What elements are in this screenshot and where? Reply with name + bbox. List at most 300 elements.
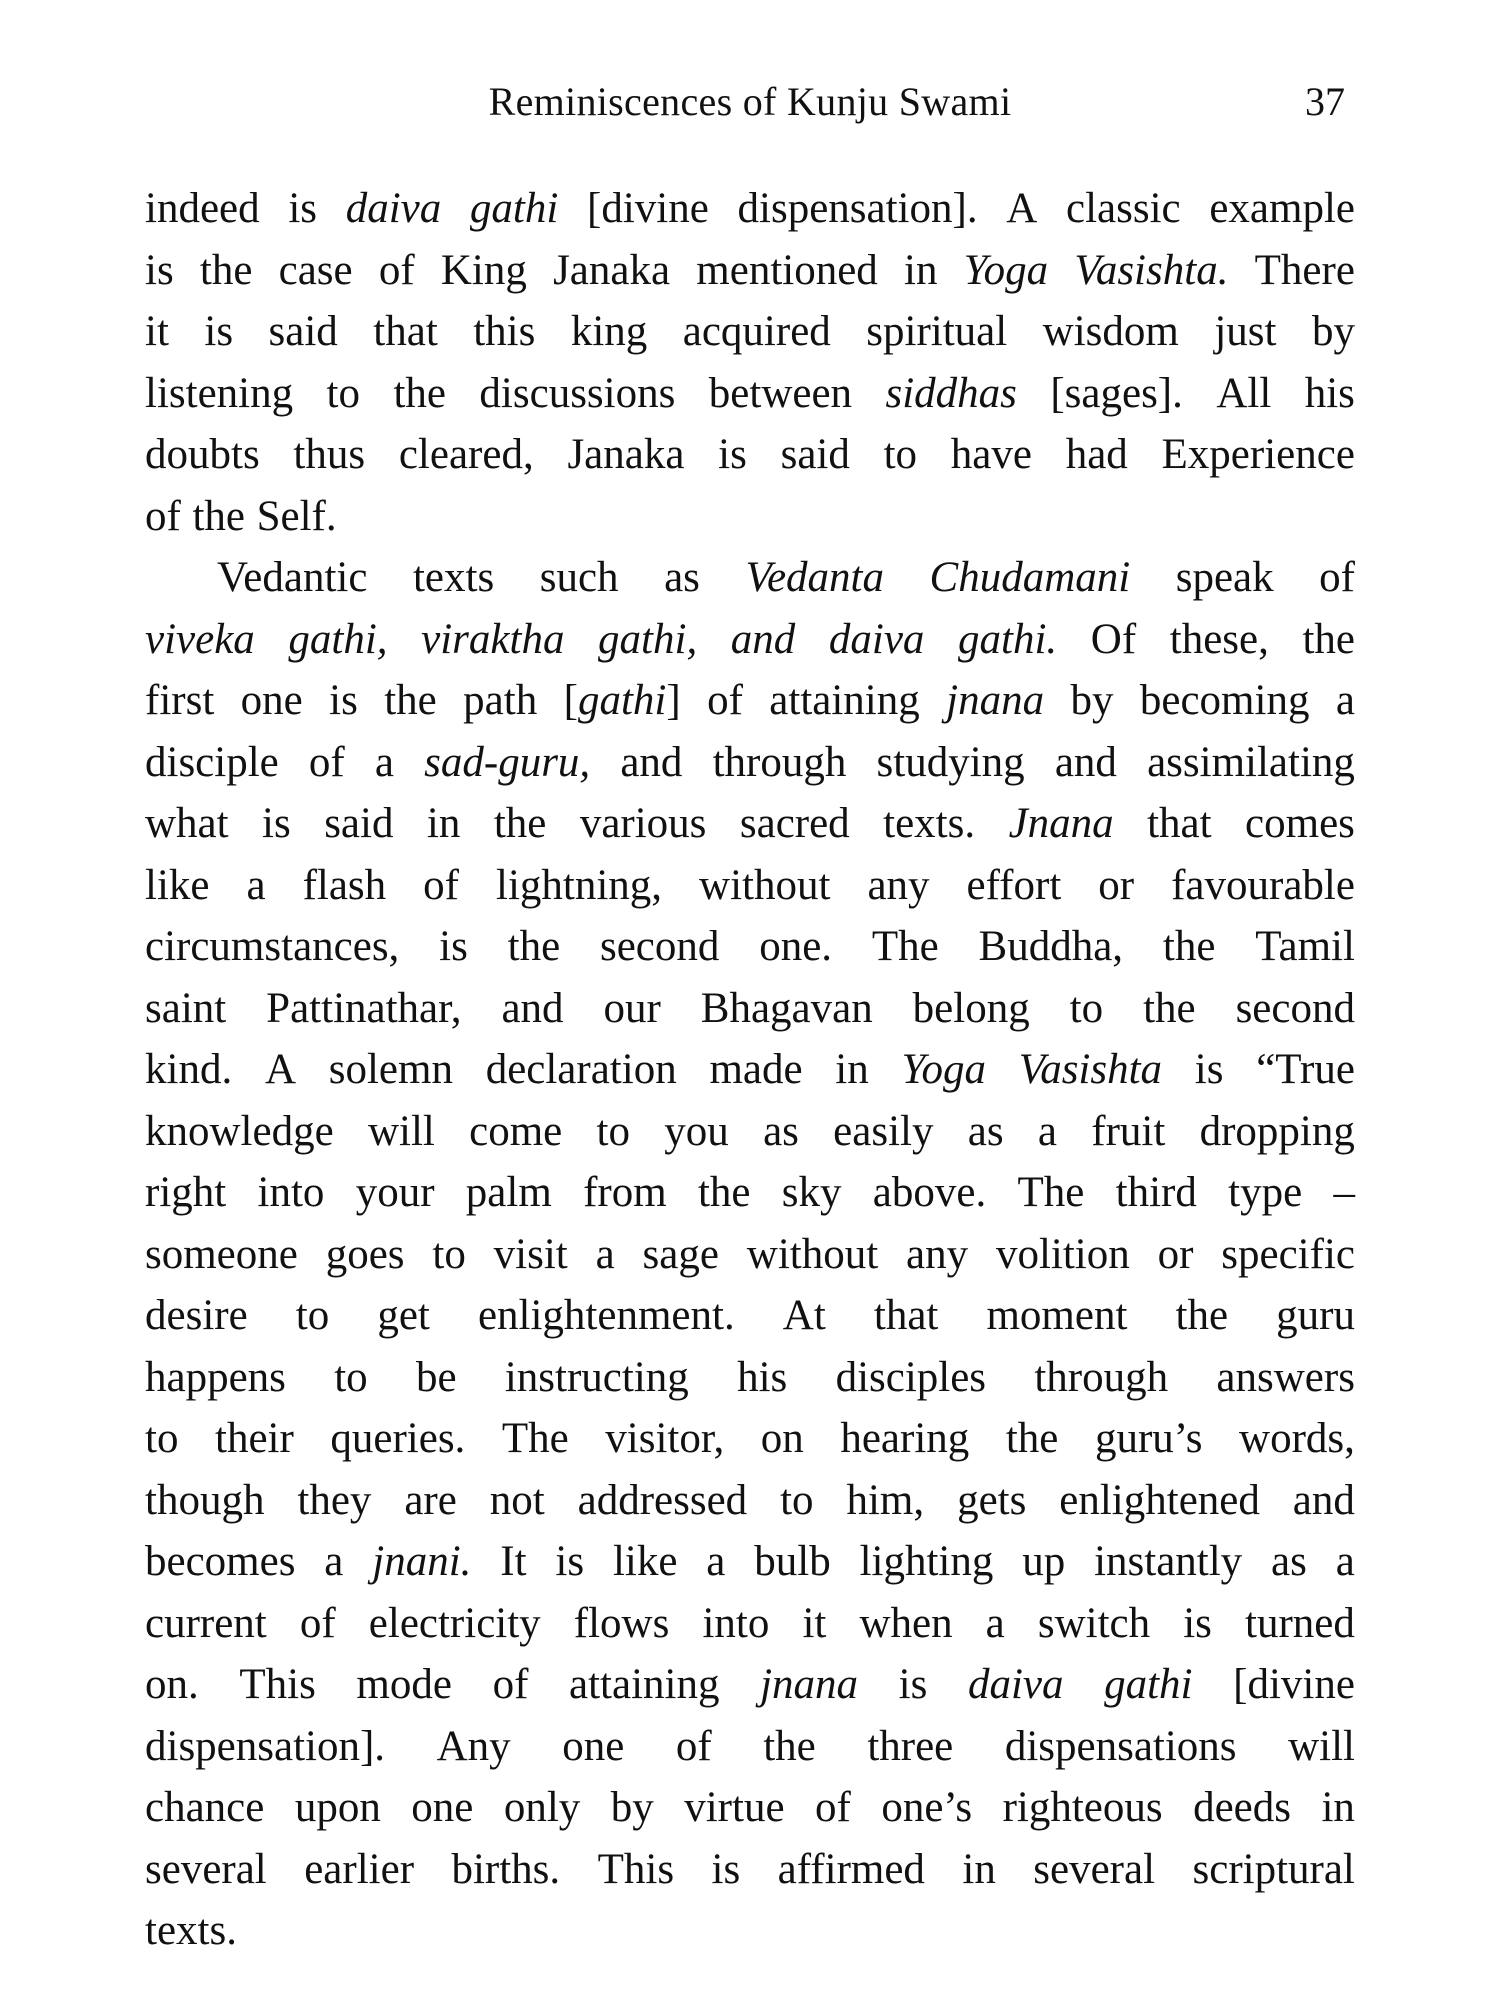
- word: Vedantic: [217, 554, 368, 601]
- word: that: [373, 308, 438, 355]
- word: jnana: [760, 1661, 859, 1708]
- word: righteous: [1002, 1784, 1163, 1831]
- word: and: [620, 738, 683, 786]
- word: speak: [1175, 554, 1274, 601]
- word: that: [1147, 800, 1212, 847]
- word: wisdom: [1042, 308, 1179, 355]
- word: effort: [966, 861, 1062, 909]
- word: Pattinathar,: [266, 984, 462, 1032]
- word: gathi: [1104, 1661, 1193, 1708]
- word: kind.: [145, 1046, 233, 1093]
- word: favourable: [1171, 861, 1355, 909]
- word: this: [473, 308, 536, 355]
- word: to: [780, 1476, 814, 1524]
- word: one: [562, 1722, 625, 1770]
- word: several: [1033, 1845, 1156, 1893]
- word: and: [1292, 1476, 1355, 1524]
- text-line: [145, 1777, 1355, 1839]
- word: –: [1333, 1169, 1355, 1216]
- word: to: [334, 1353, 368, 1401]
- word: is: [204, 308, 234, 355]
- word: mentioned: [696, 246, 878, 294]
- word: the: [1143, 984, 1196, 1032]
- text-line: [145, 301, 1355, 363]
- word: his: [737, 1353, 788, 1401]
- text-line: [145, 363, 1355, 425]
- word: into: [257, 1169, 325, 1216]
- word: the: [507, 923, 561, 970]
- word: the: [1175, 1292, 1229, 1339]
- word: Bhagavan: [700, 984, 873, 1032]
- word: by: [1311, 308, 1355, 355]
- word: have: [950, 431, 1032, 478]
- word: sacred: [739, 800, 850, 847]
- word: our: [603, 984, 661, 1032]
- text-line: [145, 1593, 1355, 1655]
- word: It: [500, 1538, 527, 1585]
- word: gathi,: [288, 615, 388, 663]
- word: as: [1271, 1538, 1307, 1585]
- text-line: [145, 1285, 1355, 1347]
- word: flows: [573, 1599, 670, 1647]
- text-line: [145, 178, 1355, 240]
- word: addressed: [577, 1476, 748, 1524]
- word: flash: [302, 861, 387, 909]
- word: first: [145, 677, 215, 724]
- text-line: [145, 486, 1355, 548]
- word: answers: [1216, 1353, 1355, 1401]
- word: is: [711, 1845, 741, 1893]
- word: daiva: [828, 615, 925, 663]
- word: The: [871, 923, 939, 970]
- word: hearing: [840, 1415, 970, 1462]
- word: Jnana: [1008, 800, 1114, 847]
- text-line: [145, 240, 1355, 302]
- word: thus: [293, 431, 366, 478]
- text-line: [145, 1224, 1355, 1286]
- word: is: [262, 800, 291, 847]
- word: in: [426, 800, 461, 847]
- word: come: [469, 1107, 563, 1155]
- word: comes: [1245, 800, 1355, 847]
- word: goes: [325, 1230, 405, 1278]
- word: viraktha: [421, 615, 565, 663]
- word: right: [145, 1169, 227, 1216]
- word: instructing: [504, 1353, 689, 1401]
- word: of: [308, 738, 345, 786]
- word: path: [463, 677, 538, 724]
- word: [sages].: [1050, 369, 1183, 417]
- word: the: [199, 246, 253, 294]
- word: The: [501, 1415, 569, 1462]
- word: one’s: [881, 1784, 973, 1831]
- word: Tamil: [1255, 923, 1355, 970]
- word: bulb: [754, 1538, 831, 1585]
- word: someone: [145, 1230, 298, 1278]
- word: is: [1183, 1599, 1212, 1647]
- page-number: 37: [1305, 79, 1345, 124]
- text-line: [145, 793, 1355, 855]
- word: a: [324, 1538, 344, 1585]
- word: to: [1069, 984, 1104, 1032]
- text-line: [145, 1716, 1355, 1778]
- word: by: [1070, 677, 1114, 724]
- text-line: [145, 1162, 1355, 1224]
- word: of: [675, 1722, 712, 1770]
- word: to: [883, 431, 918, 478]
- text-line: [145, 916, 1355, 978]
- text-line: [145, 1470, 1355, 1532]
- word: Vasishta.: [1074, 246, 1229, 294]
- word: as: [664, 554, 700, 601]
- body-text: [145, 178, 1355, 1962]
- word: the: [493, 800, 547, 847]
- word: acquired: [682, 308, 831, 355]
- word: listening: [145, 369, 294, 417]
- word: like: [612, 1538, 678, 1585]
- word: the: [384, 677, 437, 724]
- word: or: [1098, 861, 1135, 909]
- word: turned: [1245, 1599, 1355, 1647]
- word: Yoga: [963, 246, 1049, 294]
- word: to: [432, 1230, 466, 1278]
- word: assimilating: [1147, 738, 1355, 786]
- word: their: [215, 1415, 294, 1462]
- word: any: [867, 861, 930, 909]
- word: At: [782, 1292, 826, 1339]
- word: is: [555, 1538, 585, 1585]
- word: attaining: [569, 1661, 720, 1708]
- word: it: [802, 1599, 827, 1647]
- word: gathi: [469, 185, 559, 232]
- word: dispensation].: [737, 185, 978, 232]
- word: current: [145, 1599, 267, 1647]
- word: doubts: [145, 431, 260, 478]
- word: visitor,: [605, 1415, 725, 1462]
- word: to: [596, 1107, 630, 1155]
- word: classic: [1066, 185, 1181, 232]
- running-title: Reminiscences of Kunju Swami: [488, 79, 1012, 124]
- word: as: [967, 1107, 1004, 1155]
- word: of: [1319, 554, 1355, 601]
- word: into: [702, 1599, 770, 1647]
- word: Of: [1090, 615, 1137, 663]
- text-line: [145, 1039, 1355, 1101]
- word: of: [815, 1784, 851, 1831]
- word: the: [763, 1722, 816, 1770]
- paragraph: [145, 178, 1355, 547]
- word: king: [570, 308, 648, 355]
- word: the: [697, 1169, 751, 1216]
- word: switch: [1037, 1599, 1151, 1647]
- word: fruit: [1091, 1107, 1166, 1155]
- word: mode: [356, 1661, 452, 1708]
- word: desire: [145, 1292, 248, 1339]
- word: through: [712, 738, 847, 786]
- text-line: [145, 1654, 1355, 1716]
- word: is: [145, 246, 174, 294]
- word: affirmed: [777, 1845, 925, 1893]
- word: a: [985, 1599, 1005, 1647]
- word: enlightenment.: [477, 1292, 735, 1339]
- word: though: [145, 1476, 265, 1524]
- word: earlier: [304, 1845, 415, 1893]
- word: dispensation].: [145, 1722, 386, 1770]
- word: third: [1115, 1169, 1197, 1216]
- word: one.: [759, 923, 833, 970]
- word: guru: [1276, 1292, 1355, 1339]
- word: saint: [145, 984, 227, 1032]
- word: his: [1304, 369, 1355, 417]
- word: these,: [1169, 615, 1269, 663]
- text-line: [145, 978, 1355, 1040]
- text-line: [145, 670, 1355, 732]
- word: virtue: [684, 1784, 785, 1831]
- word: Experience: [1161, 431, 1355, 478]
- word: without: [746, 1230, 879, 1278]
- word: to: [145, 1415, 179, 1462]
- word: gathi.: [958, 615, 1058, 663]
- word: various: [579, 800, 707, 847]
- word: in: [835, 1046, 869, 1093]
- word: solemn: [328, 1046, 453, 1093]
- word: Any: [436, 1722, 511, 1770]
- word: becomes: [145, 1538, 296, 1585]
- word: [gathi]: [563, 677, 681, 724]
- word: texts: [412, 554, 495, 601]
- word: discussions: [479, 369, 676, 417]
- word: to: [295, 1292, 330, 1339]
- word: of: [492, 1661, 529, 1708]
- word: queries.: [330, 1415, 466, 1462]
- word: lightning,: [496, 861, 663, 909]
- word: attaining: [769, 677, 920, 724]
- word: a: [374, 738, 394, 786]
- word: in: [962, 1845, 996, 1893]
- word: Vedanta: [745, 554, 884, 601]
- word: The: [1017, 1169, 1085, 1216]
- word: texts.: [883, 800, 976, 847]
- word: dispensations: [1004, 1722, 1237, 1770]
- word: such: [539, 554, 619, 601]
- text-line: [145, 1347, 1355, 1409]
- word: of: [707, 677, 743, 724]
- word: jnana: [946, 677, 1045, 724]
- word: palm: [465, 1169, 552, 1216]
- word: cleared,: [398, 431, 534, 478]
- word: be: [415, 1353, 457, 1401]
- text-line: [145, 424, 1355, 486]
- word: and: [501, 984, 564, 1032]
- word: not: [489, 1476, 545, 1524]
- word: three: [867, 1722, 954, 1770]
- word: a: [1335, 1538, 1355, 1585]
- word: the: [1005, 1415, 1059, 1462]
- word: type: [1228, 1169, 1303, 1216]
- word: a: [1335, 677, 1355, 724]
- word: had: [1065, 431, 1128, 478]
- word: one: [411, 1784, 474, 1831]
- word: becoming: [1139, 677, 1310, 724]
- word: only: [503, 1784, 581, 1831]
- word: gathi,: [598, 615, 698, 663]
- word: that: [873, 1292, 939, 1339]
- word: “True: [1256, 1046, 1355, 1093]
- word: is: [439, 923, 468, 970]
- text-line: [145, 1839, 1355, 1901]
- word: There: [1254, 246, 1355, 294]
- word: they: [297, 1476, 372, 1524]
- word: spiritual: [866, 308, 1008, 355]
- word: in: [904, 246, 938, 294]
- word: are: [404, 1476, 457, 1524]
- word: will: [367, 1107, 435, 1155]
- word: is: [718, 431, 747, 478]
- word: several: [145, 1845, 267, 1893]
- word: a: [595, 1230, 615, 1278]
- word: said: [268, 308, 338, 355]
- word: from: [583, 1169, 667, 1216]
- word: Chudamani: [929, 554, 1131, 601]
- text-line: [145, 547, 1355, 609]
- word: by: [610, 1784, 654, 1831]
- word: jnani.: [372, 1538, 472, 1585]
- word: is: [329, 677, 358, 724]
- word: it: [145, 308, 169, 355]
- text-line: [145, 1408, 1355, 1470]
- word: your: [355, 1169, 435, 1216]
- word: the: [1162, 923, 1216, 970]
- word: happens: [145, 1353, 286, 1401]
- word: just: [1214, 308, 1277, 355]
- word: lighting: [859, 1538, 994, 1585]
- word: between: [708, 369, 853, 417]
- word: second: [1235, 984, 1355, 1032]
- word: in: [1321, 1784, 1355, 1831]
- word: as: [763, 1107, 799, 1155]
- word: King: [440, 246, 527, 294]
- text-line: [145, 1900, 1355, 1962]
- word: declaration: [485, 1046, 677, 1093]
- word: disciple: [145, 738, 279, 786]
- word: volition: [995, 1230, 1130, 1278]
- word: said: [324, 800, 394, 847]
- word: chance: [145, 1784, 265, 1831]
- word: on: [760, 1415, 804, 1462]
- word: A: [1006, 185, 1038, 232]
- word: viveka: [145, 615, 255, 663]
- word: indeed: [145, 185, 260, 232]
- word: Self.: [256, 492, 337, 540]
- word: enlightened: [1059, 1476, 1260, 1524]
- word: above.: [872, 1169, 987, 1216]
- running-header: [145, 72, 1355, 132]
- word: instantly: [1094, 1538, 1243, 1585]
- word: any: [906, 1230, 969, 1278]
- word: A: [264, 1046, 296, 1093]
- word: [divine: [587, 185, 709, 232]
- word: made: [709, 1046, 803, 1093]
- word: of: [378, 246, 415, 294]
- word: Janaka: [553, 246, 671, 294]
- word: the: [192, 492, 245, 540]
- word: disciples: [835, 1353, 987, 1401]
- word: when: [859, 1599, 953, 1647]
- word: of: [145, 492, 181, 540]
- word: Yoga: [901, 1046, 986, 1093]
- word: visit: [493, 1230, 568, 1278]
- word: deeds: [1193, 1784, 1291, 1831]
- word: case: [278, 246, 353, 294]
- word: and: [1054, 738, 1117, 786]
- word: upon: [294, 1784, 381, 1831]
- word: him,: [846, 1476, 925, 1524]
- word: and: [730, 615, 796, 663]
- word: of: [423, 861, 459, 909]
- paragraph: [145, 547, 1355, 1962]
- word: sad-guru,: [424, 738, 591, 786]
- word: Janaka: [567, 431, 685, 478]
- word: This: [239, 1661, 316, 1708]
- text-line: [145, 855, 1355, 917]
- word: a: [1037, 1107, 1057, 1155]
- word: what: [145, 800, 229, 847]
- word: guru’s: [1094, 1415, 1203, 1462]
- word: Buddha,: [978, 923, 1124, 970]
- word: circumstances,: [145, 923, 400, 970]
- word: of: [299, 1599, 336, 1647]
- word: a: [246, 861, 266, 909]
- word: sky: [781, 1169, 842, 1216]
- word: up: [1022, 1538, 1066, 1585]
- word: is: [898, 1661, 928, 1708]
- word: daiva: [967, 1661, 1064, 1708]
- word: easily: [833, 1107, 934, 1155]
- word: dropping: [1199, 1107, 1355, 1155]
- word: scriptural: [1192, 1845, 1355, 1893]
- word: moment: [986, 1292, 1128, 1339]
- word: through: [1034, 1353, 1169, 1401]
- word: is: [1194, 1046, 1224, 1093]
- word: like: [145, 861, 210, 909]
- text-line: [145, 1101, 1355, 1163]
- word: studying: [876, 738, 1025, 786]
- word: births.: [451, 1845, 561, 1893]
- word: one: [240, 677, 303, 724]
- word: specific: [1221, 1230, 1355, 1278]
- word: This: [597, 1845, 675, 1893]
- word: example: [1209, 185, 1355, 232]
- word: sage: [642, 1230, 719, 1278]
- word: on.: [145, 1661, 199, 1708]
- word: All: [1216, 369, 1272, 417]
- word: texts.: [145, 1907, 237, 1954]
- word: is: [288, 185, 317, 232]
- word: without: [699, 861, 831, 909]
- word: said: [780, 431, 850, 478]
- text-line: [145, 732, 1355, 794]
- word: belong: [912, 984, 1030, 1032]
- word: Vasishta: [1018, 1046, 1163, 1093]
- word: get: [377, 1292, 430, 1339]
- word: [divine: [1233, 1661, 1355, 1708]
- word: the: [393, 369, 446, 417]
- word: to: [326, 369, 360, 417]
- word: words,: [1239, 1415, 1355, 1462]
- word: will: [1288, 1722, 1355, 1770]
- word: siddhas: [885, 369, 1017, 417]
- word: or: [1157, 1230, 1194, 1278]
